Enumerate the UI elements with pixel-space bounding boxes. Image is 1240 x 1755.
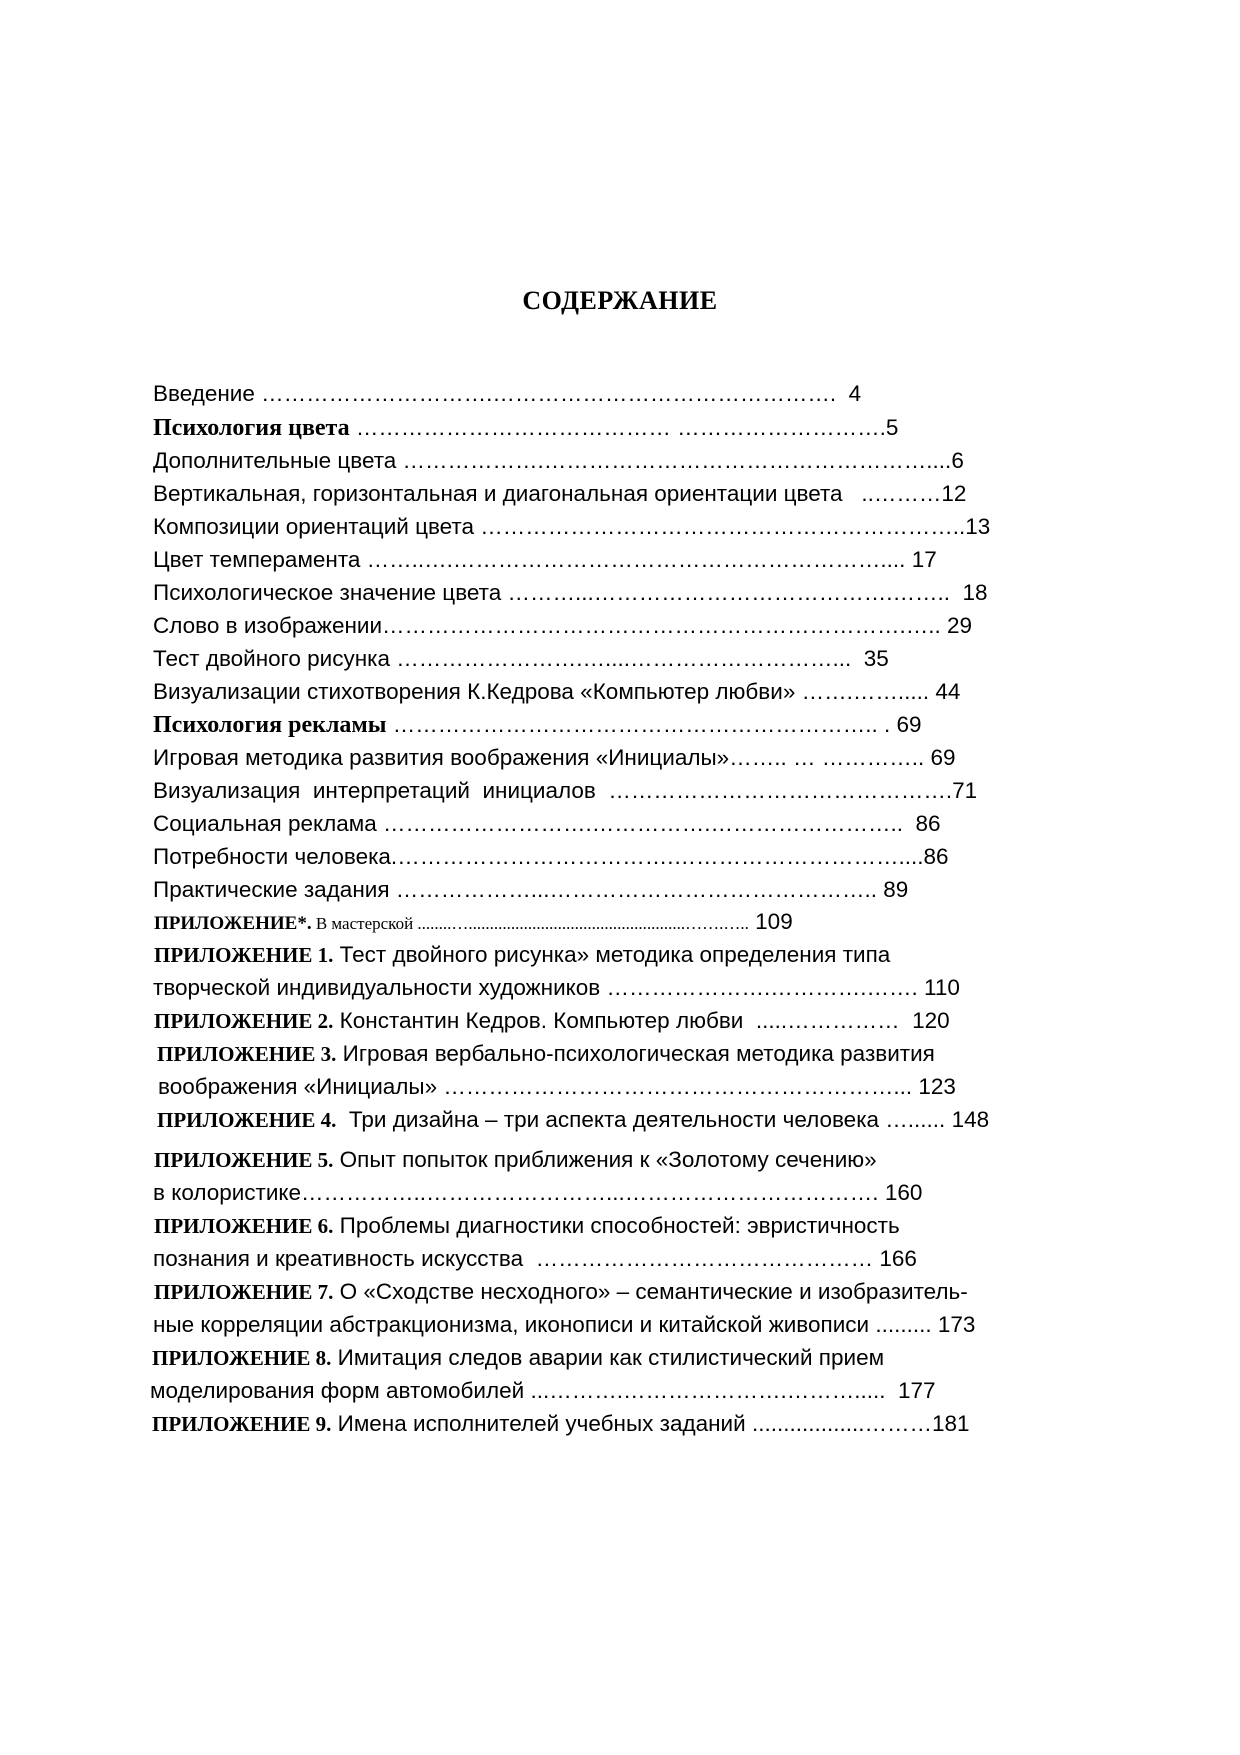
toc-entry-title: Визуализация интерпретаций инициалов xyxy=(153,778,596,803)
toc-entry-title: Психологическое значение цвета xyxy=(153,580,502,605)
appendix-title: Опыт попыток приближения к «Золотому сечению» xyxy=(333,1147,877,1172)
toc-entry-title: Игровая методика развития воображения «Инициалы» xyxy=(153,745,730,770)
toc-entry-dots: …………………………………………………………….….. xyxy=(382,613,941,638)
toc-entry-dots: ……..….………………………………………………….... xyxy=(360,547,906,572)
appendix-title: Тест двойного рисунка» методика определения типа xyxy=(333,942,891,967)
toc-entry-dots: ...……….………………….………..... xyxy=(524,1378,886,1403)
toc-entry-page: 110 xyxy=(924,975,960,1000)
appendix-title: Три дизайна – три аспекта деятельности человека xyxy=(336,1107,886,1132)
toc-entry-dots: …….……..... xyxy=(795,679,930,704)
toc-section-title: Психология цвета xyxy=(153,415,350,441)
toc-entry-page: 123 xyxy=(912,1074,956,1099)
toc-entry-page: 86 xyxy=(923,844,949,869)
toc-entry-page: 86 xyxy=(903,811,941,836)
toc-entry-page: 6 xyxy=(951,448,964,473)
toc-entry-page: 5 xyxy=(885,415,899,440)
toc-entry-dots: ……………..……………………...……………………………. xyxy=(301,1180,879,1205)
appendix-label: ПРИЛОЖЕНИЕ 7. xyxy=(154,1280,334,1304)
appendix-label: ПРИЛОЖЕНИЕ 5. xyxy=(154,1148,334,1172)
toc-entry-dots: …...... xyxy=(885,1107,952,1132)
toc-entry-title: воображения «Инициалы» xyxy=(158,1074,438,1099)
toc-entry-dots: ………………………………………. xyxy=(595,778,953,803)
toc-entry-page: 181 xyxy=(931,1411,970,1436)
toc-entry-title: Вертикальная, горизонтальная и диагональная ориентации цвета xyxy=(153,481,843,506)
toc-entry-page: 69 xyxy=(924,745,956,770)
toc-entry-page: 148 xyxy=(951,1107,990,1132)
appendix-title: Игровая вербально-психологическая методика развития xyxy=(336,1041,935,1066)
toc-entry-dots: …………………….…....………………………... xyxy=(390,646,852,671)
toc-entry-title: познания и креативность искусства xyxy=(153,1246,530,1271)
toc-entry-page: 69 xyxy=(890,712,922,737)
appendix-label: ПРИЛОЖЕНИЕ 3. xyxy=(157,1042,337,1066)
toc-entry-page: 13 xyxy=(965,514,991,539)
appendix-label: ПРИЛОЖЕНИЕ 1. xyxy=(154,943,334,967)
toc-entry-page: 44 xyxy=(929,679,961,704)
appendix-label: ПРИЛОЖЕНИЕ 2. xyxy=(154,1009,334,1033)
toc-entry-dots: .....…………… xyxy=(749,1008,906,1033)
toc-entry-title: Практические задания xyxy=(153,877,390,902)
toc-entry-page: 89 xyxy=(877,877,909,902)
toc-entry-title: Визуализации стихотворения К.Кедрова «Компьютер любви» xyxy=(153,679,796,704)
toc-entry-dots: ……………………………………………………….. . xyxy=(386,712,891,737)
toc-entry-dots: ......... xyxy=(869,1312,932,1337)
toc-entry-page: 109 xyxy=(748,909,793,934)
appendix-label: ПРИЛОЖЕНИЕ 8. xyxy=(152,1346,332,1370)
toc-appendix-entry xyxy=(128,1382,970,1466)
toc-entry-dots: ..................……… xyxy=(751,1411,932,1436)
appendix-title: Проблемы диагностики способностей: эвристичность xyxy=(333,1213,900,1238)
toc-entry-page: 166 xyxy=(873,1246,917,1271)
toc-entry-page: 177 xyxy=(885,1378,936,1403)
toc-entry-title: Дополнительные цвета xyxy=(153,448,397,473)
appendix-title: Имитация следов аварии как стилистический прием xyxy=(331,1345,885,1370)
toc-entry-title: Композиции ориентаций цвета xyxy=(153,514,475,539)
page-title: СОДЕРЖАНИЕ xyxy=(522,286,718,315)
toc-entry-page: 120 xyxy=(905,1008,950,1033)
toc-entry-page: 35 xyxy=(851,646,889,671)
toc-entry-dots: ........…...................................................…….….. xyxy=(417,914,749,933)
toc-entry-title: Социальная реклама xyxy=(153,811,377,836)
toc-entry-dots: ……………………………………………………... xyxy=(437,1074,913,1099)
toc-entry-title: творческой индивидуальности художников xyxy=(153,975,601,1000)
toc-entry-dots: …………………………………… ………………………. xyxy=(349,415,886,440)
appendix-title: Константин Кедров. Компьютер любви xyxy=(333,1008,750,1033)
toc-entry-dots: ………………….………….……. xyxy=(600,975,925,1000)
toc-section-title: Психология рекламы xyxy=(153,712,387,738)
appendix-label: ПРИЛОЖЕНИЕ 4. xyxy=(157,1108,337,1132)
toc-entry-page: 29 xyxy=(940,613,973,638)
toc-entry-page: 71 xyxy=(952,778,978,803)
toc-entry-dots: ……………………………….………………………….... xyxy=(397,844,924,869)
toc-entry-page: 18 xyxy=(950,580,988,605)
toc-entry-dots: ……………………….…………….…………………….. xyxy=(376,811,903,836)
toc-entry-dots: ……………………………………………………….. xyxy=(474,514,966,539)
toc-entry-page: 12 xyxy=(941,481,967,506)
toc-entry-dots: ………………………….………………………………………. xyxy=(254,381,837,406)
toc-entry-title: Цвет темперамента xyxy=(153,547,361,572)
toc-entry-page: 17 xyxy=(905,547,937,572)
appendix-title: Имена исполнителей учебных заданий xyxy=(331,1411,752,1436)
toc-entry-title: Тест двойного рисунка xyxy=(153,646,391,671)
toc-entry-title: моделирования форм автомобилей xyxy=(150,1378,525,1403)
toc-entry-title: Потребности человека. xyxy=(153,844,398,869)
appendix-label: ПРИЛОЖЕНИЕ*. xyxy=(154,913,312,934)
toc-entry-title: Введение xyxy=(153,381,255,406)
appendix-label: ПРИЛОЖЕНИЕ 6. xyxy=(154,1214,334,1238)
toc-entry-dots: ………...………………………………….…….. xyxy=(501,580,950,605)
toc-entry-dots: ………………...…………………………………….. xyxy=(389,877,878,902)
toc-entry-title: в колористике xyxy=(153,1180,302,1205)
toc-entry-title: Слово в изображении xyxy=(153,613,383,638)
toc-entry-page: 160 xyxy=(878,1180,923,1205)
toc-entry-dots: ..……… xyxy=(842,481,942,506)
appendix-label: ПРИЛОЖЕНИЕ 9. xyxy=(152,1412,332,1436)
toc-entry-dots: ……………………………………… xyxy=(529,1246,874,1271)
appendix-title: В мастерской xyxy=(311,914,418,933)
toc-entry-page: 173 xyxy=(931,1312,976,1337)
appendix-title: О «Сходстве несходного» – семантические и изобразитель- xyxy=(333,1279,968,1304)
toc-entry-title: ные корреляции абстракционизма, иконописи и китайской живописи xyxy=(153,1312,870,1337)
toc-entry-dots: …….. … ………….. xyxy=(729,745,925,770)
toc-entry-dots: ……………….…………………………………………….... xyxy=(396,448,952,473)
toc-entry-page: 4 xyxy=(836,381,862,406)
